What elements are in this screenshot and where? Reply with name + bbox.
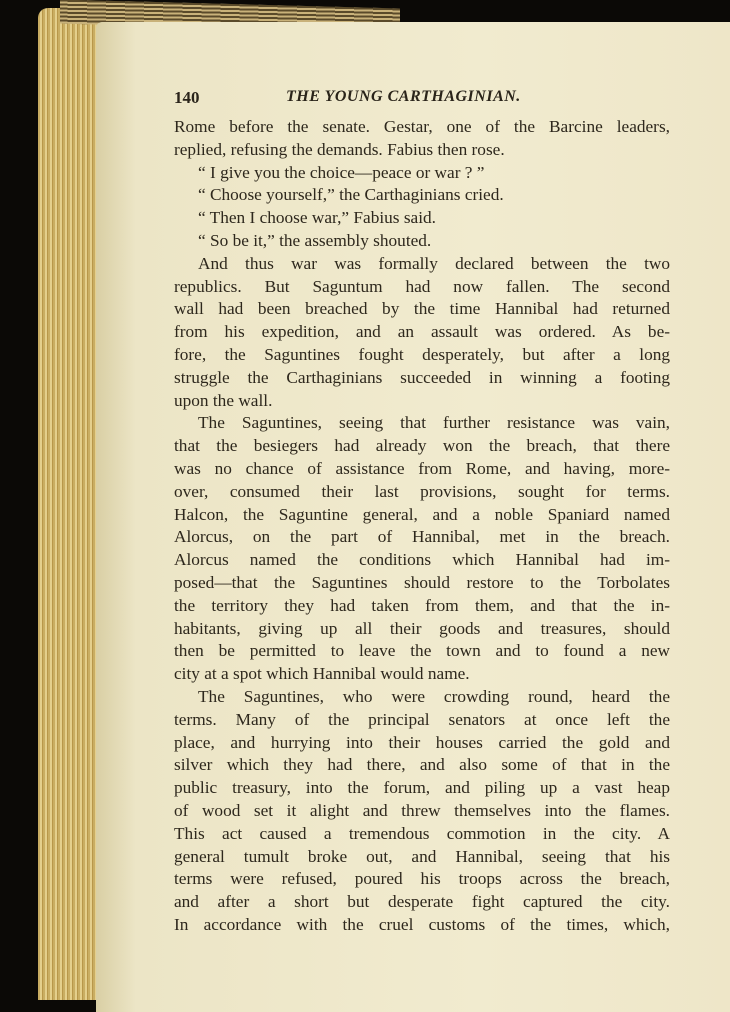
text-line: habitants, giving up all their goods and treasures, should <box>174 618 670 638</box>
text-line: “ Choose yourself,” the Carthaginians cried. <box>198 185 504 205</box>
text-line: Alorcus named the conditions which Hannibal had im- <box>174 550 670 570</box>
text-line: “ I give you the choice—peace or war ? ” <box>198 162 485 182</box>
text-line: then be permitted to leave the town and to found a new <box>174 641 670 661</box>
page-header <box>174 88 670 112</box>
text-line: public treasury, into the forum, and piling up a vast heap <box>174 778 670 798</box>
text-line: And thus war was formally declared between the two <box>198 253 670 273</box>
text-line: city at a spot which Hannibal would name. <box>174 664 470 684</box>
text-line: the territory they had taken from them, and that the in- <box>174 595 670 615</box>
text-line: place, and hurrying into their houses carried the gold and <box>174 732 670 752</box>
text-line: from his expedition, and an assault was ordered. As be- <box>174 322 670 342</box>
text-line: was no chance of assistance from Rome, and having, more- <box>174 458 670 478</box>
text-line: “ So be it,” the assembly shouted. <box>198 230 432 250</box>
text-line: “ Then I choose war,” Fabius said. <box>198 208 436 228</box>
text-line: terms. Many of the principal senators at once left the <box>174 709 670 729</box>
text-line: Rome before the senate. Gestar, one of the Barcine leaders, <box>174 117 670 136</box>
text-line: fore, the Saguntines fought desperately, but after a long <box>174 344 670 364</box>
text-line: over, consumed their last provisions, sought for terms. <box>174 481 670 501</box>
text-line: and after a short but desperate fight captured the city. <box>174 892 670 912</box>
text-line: republics. But Saguntum had now fallen. The second <box>174 276 670 296</box>
text-line: wall had been breached by the time Hannibal had returned <box>174 299 670 319</box>
running-title: THE YOUNG CARTHAGINIAN. <box>286 88 521 105</box>
text-line: In accordance with the cruel customs of the times, which, <box>174 914 670 934</box>
text-line: struggle the Carthaginians succeeded in winning a footing <box>174 367 670 387</box>
text-line: Alorcus, on the part of Hannibal, met in the breach. <box>174 527 670 547</box>
text-line: posed—that the Saguntines should restore to the Torbolates <box>174 572 670 592</box>
text-line: of wood set it alight and threw themselves into the flames. <box>174 800 670 820</box>
text-line: silver which they had there, and also some of that in the <box>174 755 670 775</box>
page-number: 140 <box>174 88 200 107</box>
text-line: terms were refused, poured his troops across the breach, <box>174 869 670 889</box>
text-line: The Saguntines, who were crowding round, heard the <box>198 686 670 706</box>
text-line: that the besiegers had already won the breach, that there <box>174 436 670 456</box>
text-line: general tumult broke out, and Hannibal, seeing that his <box>174 846 670 866</box>
text-line: Halcon, the Saguntine general, and a noble Spaniard named <box>174 504 670 524</box>
page-body-text <box>174 116 670 937</box>
text-line: This act caused a tremendous commotion in the city. A <box>174 823 670 843</box>
text-line: replied, refusing the demands. Fabius then rose. <box>174 139 505 159</box>
text-line: The Saguntines, seeing that further resistance was vain, <box>198 413 670 433</box>
text-line: upon the wall. <box>174 390 273 410</box>
